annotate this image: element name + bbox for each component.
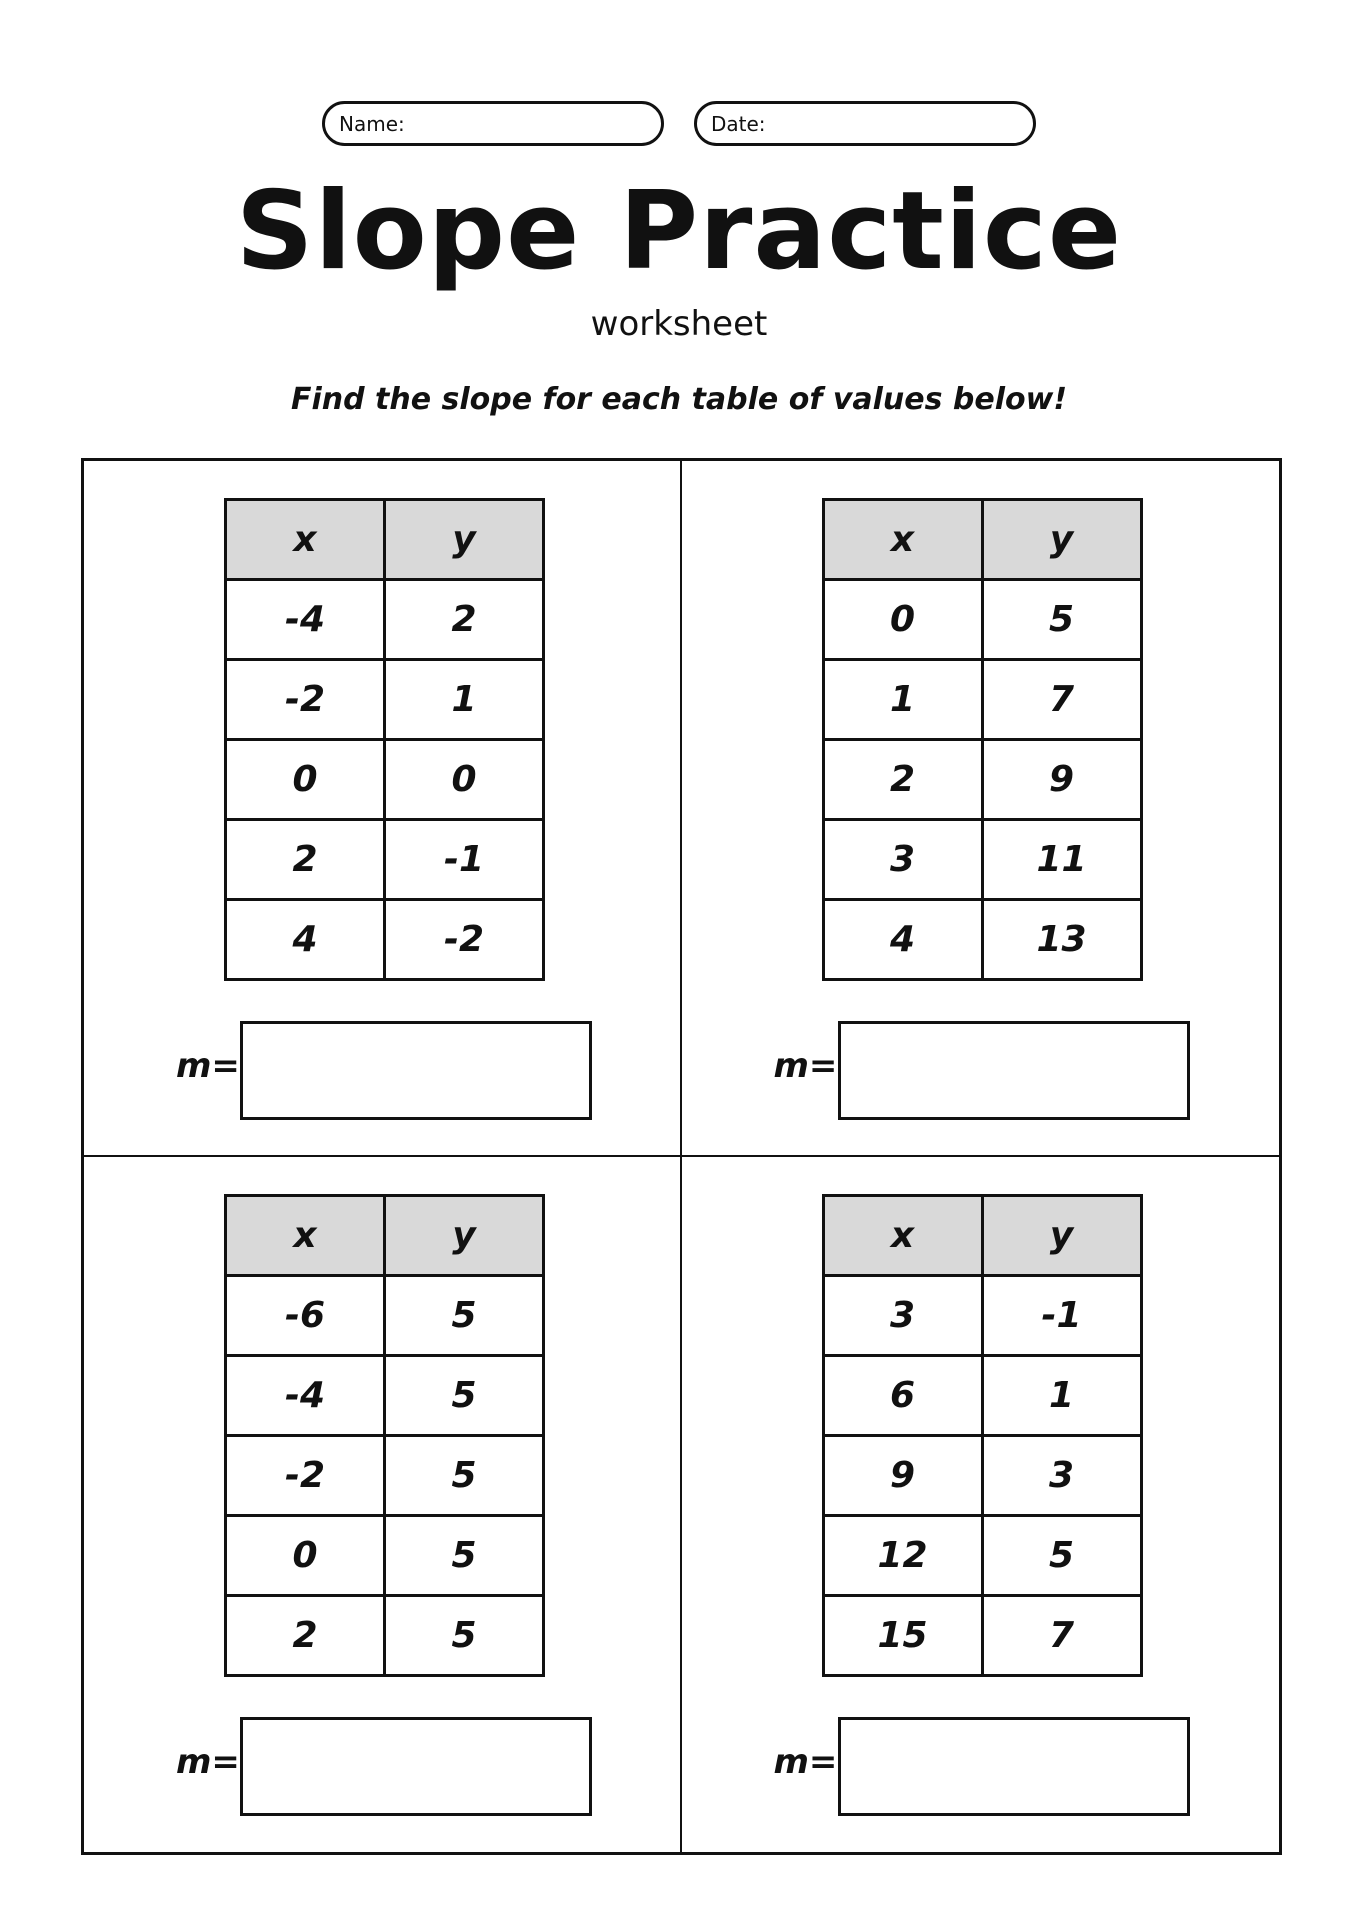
y-value: 9 bbox=[982, 740, 1141, 820]
y-value: 7 bbox=[982, 1595, 1141, 1675]
x-value: 15 bbox=[823, 1595, 982, 1675]
x-value: 2 bbox=[226, 1595, 385, 1675]
header-x: x bbox=[226, 1195, 385, 1275]
header-y: y bbox=[385, 1195, 544, 1275]
name-label: Name: bbox=[339, 111, 405, 136]
y-value: 5 bbox=[385, 1595, 544, 1675]
table-row bbox=[823, 660, 1141, 740]
y-value: 13 bbox=[982, 900, 1141, 980]
x-value: 0 bbox=[226, 1515, 385, 1595]
page-subtitle: worksheet bbox=[590, 304, 768, 344]
header-y: y bbox=[982, 500, 1141, 580]
values-table bbox=[224, 498, 545, 981]
x-value: -2 bbox=[226, 1435, 385, 1515]
y-value: 5 bbox=[982, 580, 1141, 660]
slope-label: m= bbox=[176, 1046, 240, 1086]
y-value: 11 bbox=[982, 820, 1141, 900]
y-value: 5 bbox=[385, 1355, 544, 1435]
y-value: -1 bbox=[385, 820, 544, 900]
x-value: 2 bbox=[226, 820, 385, 900]
slope-label: m= bbox=[773, 1741, 838, 1782]
table-row bbox=[823, 580, 1141, 660]
slope-label: m= bbox=[176, 1741, 240, 1782]
header-y: y bbox=[982, 1195, 1141, 1275]
x-value: -6 bbox=[226, 1275, 385, 1355]
y-value: 3 bbox=[982, 1435, 1141, 1515]
table-row bbox=[226, 1515, 544, 1595]
slope-answer-box[interactable] bbox=[838, 1021, 1190, 1120]
x-value: -4 bbox=[226, 580, 385, 660]
problem-4 bbox=[682, 1157, 1280, 1853]
y-value: 5 bbox=[385, 1515, 544, 1595]
x-value: 0 bbox=[226, 740, 385, 820]
table-row bbox=[226, 1435, 544, 1515]
slope-label: m= bbox=[773, 1046, 838, 1086]
problem-2 bbox=[682, 461, 1280, 1157]
table-row bbox=[823, 740, 1141, 820]
x-value: 2 bbox=[823, 740, 982, 820]
header-x: x bbox=[823, 1195, 982, 1275]
x-value: 9 bbox=[823, 1435, 982, 1515]
y-value: -2 bbox=[385, 900, 544, 980]
name-field[interactable] bbox=[322, 101, 664, 146]
table-row bbox=[226, 1275, 544, 1355]
x-value: -2 bbox=[226, 660, 385, 740]
header-x: x bbox=[823, 500, 982, 580]
header-x: x bbox=[226, 500, 385, 580]
page-title: Slope Practice bbox=[235, 169, 1123, 294]
date-field[interactable] bbox=[694, 101, 1036, 146]
x-value: 3 bbox=[823, 1275, 982, 1355]
date-label: Date: bbox=[711, 111, 766, 136]
table-row bbox=[226, 740, 544, 820]
values-table bbox=[224, 1194, 545, 1677]
values-table bbox=[822, 1194, 1143, 1677]
table-row bbox=[823, 1355, 1141, 1435]
table-row bbox=[226, 660, 544, 740]
y-value: 1 bbox=[982, 1355, 1141, 1435]
table-row bbox=[823, 1435, 1141, 1515]
slope-answer-box[interactable] bbox=[240, 1021, 592, 1120]
table-row bbox=[226, 900, 544, 980]
x-value: 4 bbox=[823, 900, 982, 980]
y-value: 5 bbox=[385, 1435, 544, 1515]
header-y: y bbox=[385, 500, 544, 580]
table-row bbox=[226, 820, 544, 900]
y-value: 0 bbox=[385, 740, 544, 820]
table-row bbox=[823, 820, 1141, 900]
table-row bbox=[226, 1595, 544, 1675]
problem-grid bbox=[81, 458, 1282, 1855]
x-value: 1 bbox=[823, 660, 982, 740]
x-value: 0 bbox=[823, 580, 982, 660]
table-row bbox=[823, 1595, 1141, 1675]
y-value: -1 bbox=[982, 1275, 1141, 1355]
problem-3 bbox=[84, 1157, 682, 1853]
x-value: 3 bbox=[823, 820, 982, 900]
values-table bbox=[822, 498, 1143, 981]
problem-1 bbox=[84, 461, 682, 1157]
y-value: 7 bbox=[982, 660, 1141, 740]
x-value: 6 bbox=[823, 1355, 982, 1435]
y-value: 1 bbox=[385, 660, 544, 740]
slope-answer-box[interactable] bbox=[838, 1717, 1190, 1816]
table-row bbox=[823, 1515, 1141, 1595]
table-row bbox=[823, 1275, 1141, 1355]
slope-answer-box[interactable] bbox=[240, 1717, 592, 1816]
instructions: Find the slope for each table of values below! bbox=[290, 382, 1068, 417]
table-row bbox=[226, 580, 544, 660]
x-value: 12 bbox=[823, 1515, 982, 1595]
y-value: 5 bbox=[982, 1515, 1141, 1595]
y-value: 5 bbox=[385, 1275, 544, 1355]
x-value: -4 bbox=[226, 1355, 385, 1435]
table-row bbox=[226, 1355, 544, 1435]
table-row bbox=[823, 900, 1141, 980]
x-value: 4 bbox=[226, 900, 385, 980]
y-value: 2 bbox=[385, 580, 544, 660]
